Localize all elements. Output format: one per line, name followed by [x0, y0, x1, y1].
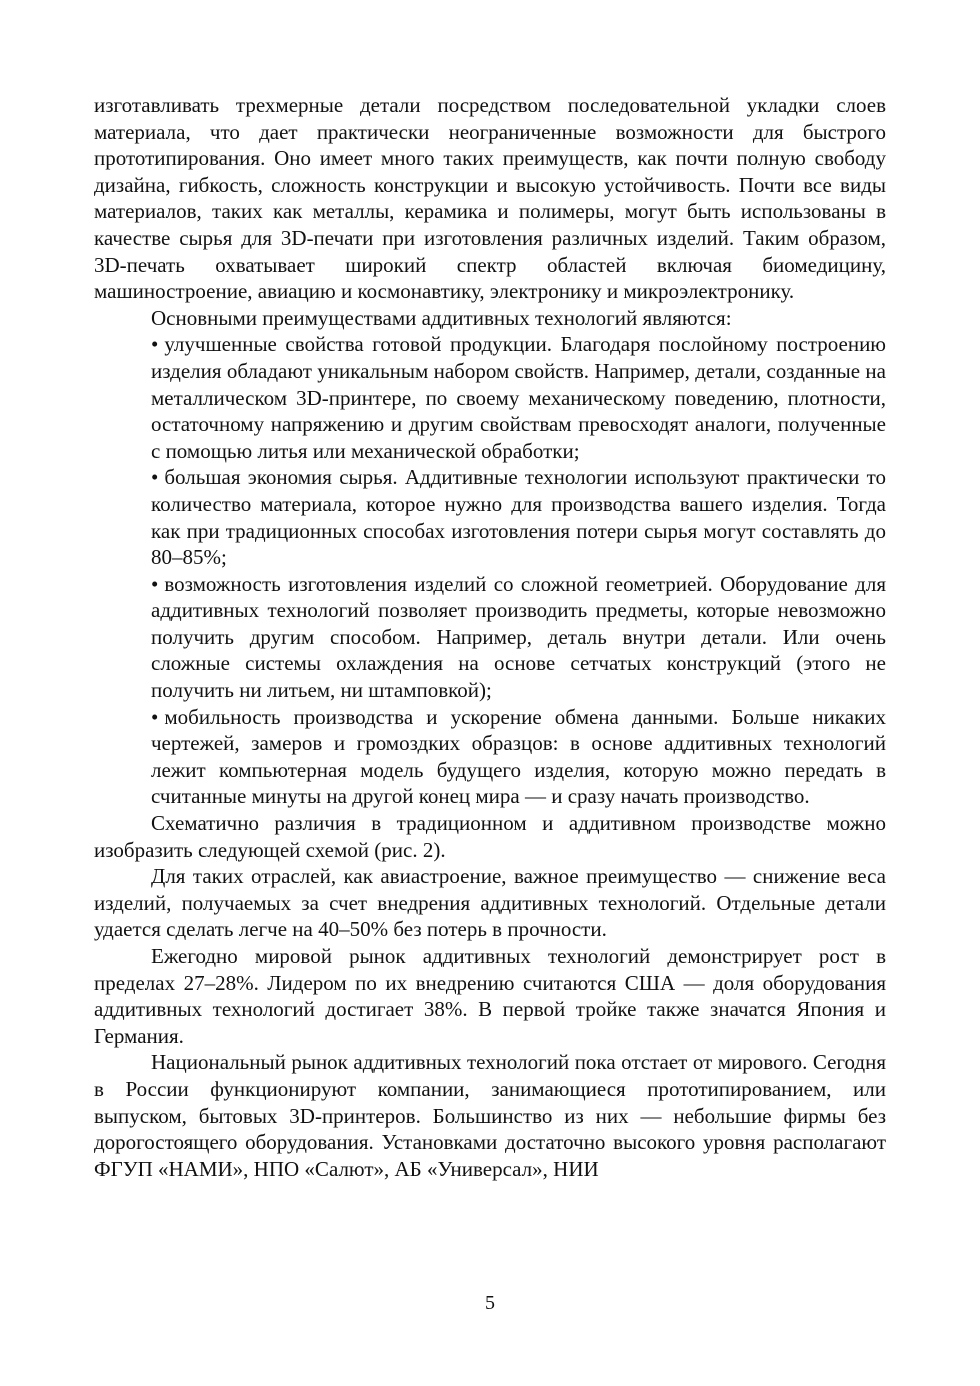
paragraph-aviation: Для таких отраслей, как авиастроение, важное преимущество — снижение веса изделий, получаемых за счет внедрения аддитивных технологий. Отдельные детали удается сделать легче на 40–50% без потерь в прочности.: [94, 864, 886, 942]
bullet-text: улучшенные свойства готовой продукции. Благодаря послойному построению изделия обладают уникальным набором свойств. Например, детали, созданные на металлическом 3D-принтере, по своему механическому поведению, плотности, остаточному напряжению и другим свойствам превосходят аналоги, полученные с помощью литья или механической обработки;: [151, 332, 886, 463]
bullet-marker: •: [151, 571, 159, 596]
bullet-text: мобильность производства и ускорение обмена данными. Больше никаких чертежей, замеров и громоздких образцов: в основе аддитивных технологий лежит компьютерная модель будущего изделия, которую можно передать в считанные минуты на другой конец мира — и сразу начать производство.: [151, 704, 886, 809]
bullet-marker: •: [151, 332, 159, 357]
paragraph-advantages-heading: Основными преимуществами аддитивных технологий являются:: [151, 305, 732, 330]
bullet-item-complex-geometry: [151, 571, 886, 704]
page-body: [94, 92, 886, 1182]
bullet-marker: •: [151, 704, 159, 729]
paragraph-national-market: Национальный рынок аддитивных технологий пока отстает от мирового. Сегодня в России функционируют компании, занимающиеся прототипированием, или выпуском, бытовых 3D-принтеров. Большинство из них — небольшие фирмы без дорогостоящего оборудования. Установками достаточно высокого уровня располагают ФГУП «НАМИ», НПО «Салют», АБ «Универсал», НИИ: [94, 1050, 886, 1181]
paragraph-world-market: Ежегодно мировой рынок аддитивных технологий демонстрирует рост в пределах 27–28%. Лидером по их внедрению считаются США — доля оборудования аддитивных технологий достигает 38%. В первой тройке также значатся Япония и Германия.: [94, 944, 886, 1048]
bullet-list: [151, 331, 886, 810]
bullet-text: большая экономия сырья. Аддитивные технологии используют практически то количество материала, которое нужно для производства вашего изделия. Тогда как при традиционных способах изготовления потери сырья могут составлять до 80–85%;: [151, 465, 886, 570]
paragraph-scheme-reference: Схематично различия в традиционном и аддитивном производстве можно изобразить следующей схемой (рис. 2).: [94, 811, 886, 862]
bullet-item-mobility: [151, 704, 886, 810]
page-number: 5: [485, 1292, 495, 1314]
bullet-item-properties: [151, 331, 886, 464]
bullet-item-material-saving: [151, 464, 886, 570]
bullet-marker: •: [151, 465, 159, 490]
paragraph-intro-continuation: изготавливать трехмерные детали посредством последовательной укладки слоев материала, что дает практически неограниченные возможности для быстрого прототипирования. Оно имеет много таких преимуществ, как почти полную свободу дизайна, гибкость, сложность конструкции и высокую устойчивость. Почти все виды материалов, таких как металлы, керамика и полимеры, могут быть использованы в качестве сырья для 3D-печати при изготовления различных изделий. Таким образом, 3D-печать охватывает широкий спектр областей включая биомедицину, машиностроение, авиацию и космонавтику, электронику и микроэлектронику.: [94, 93, 886, 304]
bullet-text: возможность изготовления изделий со сложной геометрией. Оборудование для аддитивных технологий позволяет производить предметы, которые невозможно получить другим способом. Например, деталь внутри детали. Или очень сложные системы охлаждения на основе сетчатых конструкций (этого не получить ни литьем, ни штамповкой);: [151, 571, 886, 703]
